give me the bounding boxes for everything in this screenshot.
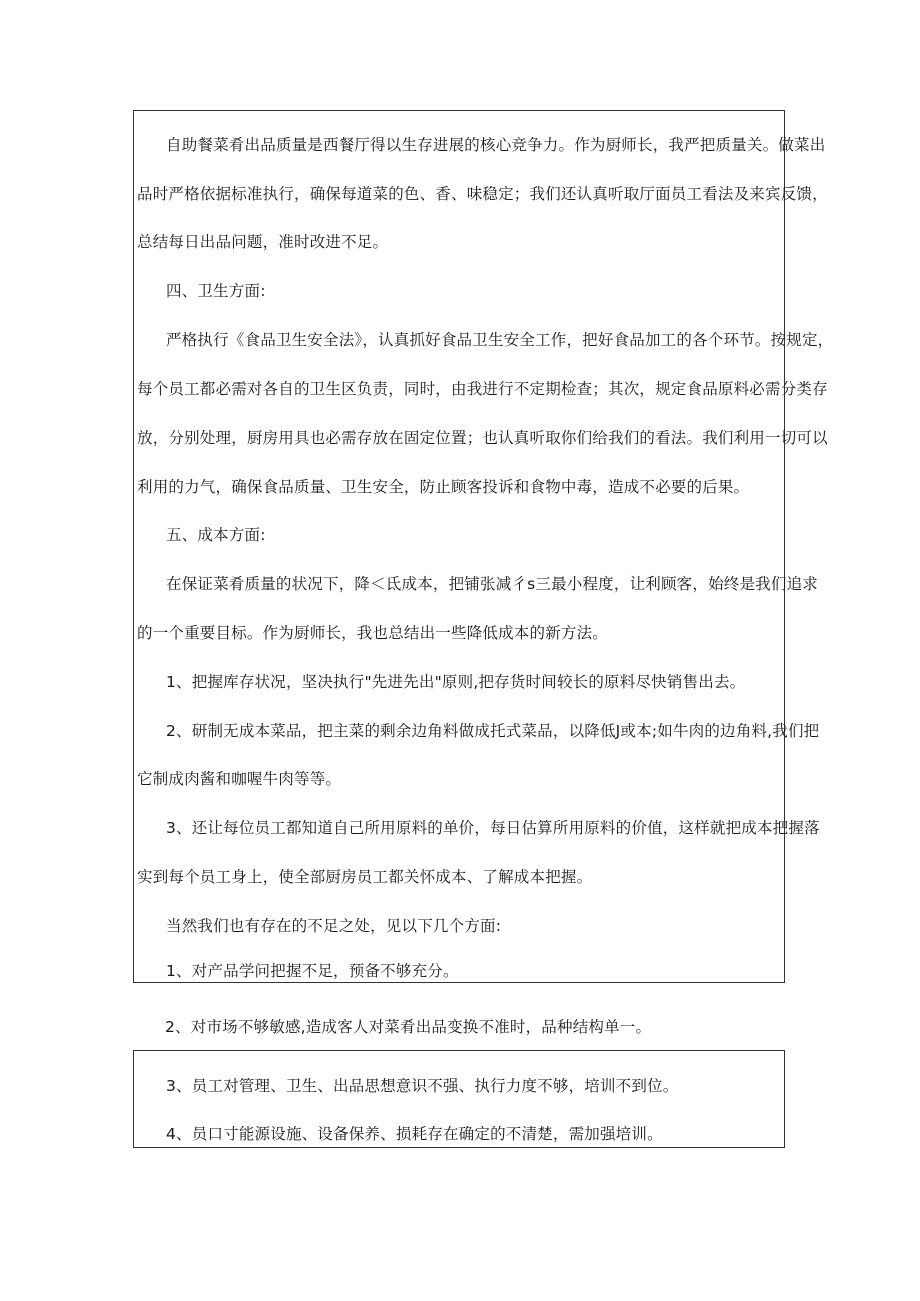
list-item: 4、员口寸能源设施、设备保养、损耗存在确定的不清楚，需加强培训。 xyxy=(166,1125,663,1143)
list-item: 3、还让每位员工都知道自己所用原料的单价，每日估算所用原料的价值，这样就把成本把握落 xyxy=(166,819,820,837)
paragraph-line: 的一个重要目标。作为厨师长，我也总结出一些降低成本的新方法。 xyxy=(137,624,609,642)
paragraph-line: 在保证菜肴质量的状况下，降＜氐成本，把铺张减彳s三最小程度，让利顾客，始终是我们追求 xyxy=(166,575,818,593)
paragraph-line: 严格执行《食品卫生安全法》，认真抓好食品卫生安全工作，把好食品加工的各个环节。按规定， xyxy=(166,331,834,349)
list-item: 1、把握库存状况，坚决执行"先进先出"原则,把存货时间较长的原料尽快销售出去。 xyxy=(166,673,746,691)
list-item-outside: 2、对市场不够敏感,造成客人对菜肴出品变换不准时，品种结构单一。 xyxy=(165,1018,652,1036)
list-item: 2、研制无成本菜品，把主菜的剩余边角料做成托式菜品，以降低J或本;如牛肉的边角料,我们把 xyxy=(166,722,820,740)
section-heading-hygiene: 四、卫生方面: xyxy=(166,282,266,300)
paragraph-line: 每个员工都必需对各自的卫生区负责，同时，由我进行不定期检查；其次，规定食品原料必需分类存 xyxy=(137,380,828,398)
list-item: 3、员工对管理、卫生、出品思想意识不强、执行力度不够，培训不到位。 xyxy=(166,1077,679,1095)
paragraph-line: 自助餐菜肴出品质量是西餐厅得以生存进展的核心竞争力。作为厨师长，我严把质量关。做菜出 xyxy=(166,136,826,154)
paragraph-line: 品时严格依据标准执行，确保每道菜的色、香、味稳定；我们还认真听取厅面员工看法及来宾反馈， xyxy=(137,185,828,203)
paragraph-line: 它制成肉酱和咖喔牛肉等等。 xyxy=(137,770,342,788)
content-box-upper xyxy=(133,110,834,983)
paragraph-line: 实到每个员工身上，使全部厨房员工都关怀成本、了解成本把握。 xyxy=(137,868,593,886)
list-item: 1、对产品学问把握不足，预备不够充分。 xyxy=(166,962,459,980)
paragraph-line: 放，分别处理，厨房用具也必需存放在固定位置；也认真听取你们给我们的看法。我们利用一切可以 xyxy=(137,429,828,447)
paragraph-line: 利用的力气，确保食品质量、卫生安全，防止顾客投诉和食物中毒，造成不必要的后果。 xyxy=(137,478,750,496)
paragraph-line: 当然我们也有存在的不足之处，见以下几个方面: xyxy=(166,917,502,935)
section-heading-cost: 五、成本方面: xyxy=(166,526,266,544)
content-box-lower xyxy=(133,1050,785,1148)
paragraph-line: 总结每日出品问题，准时改进不足。 xyxy=(137,233,389,251)
